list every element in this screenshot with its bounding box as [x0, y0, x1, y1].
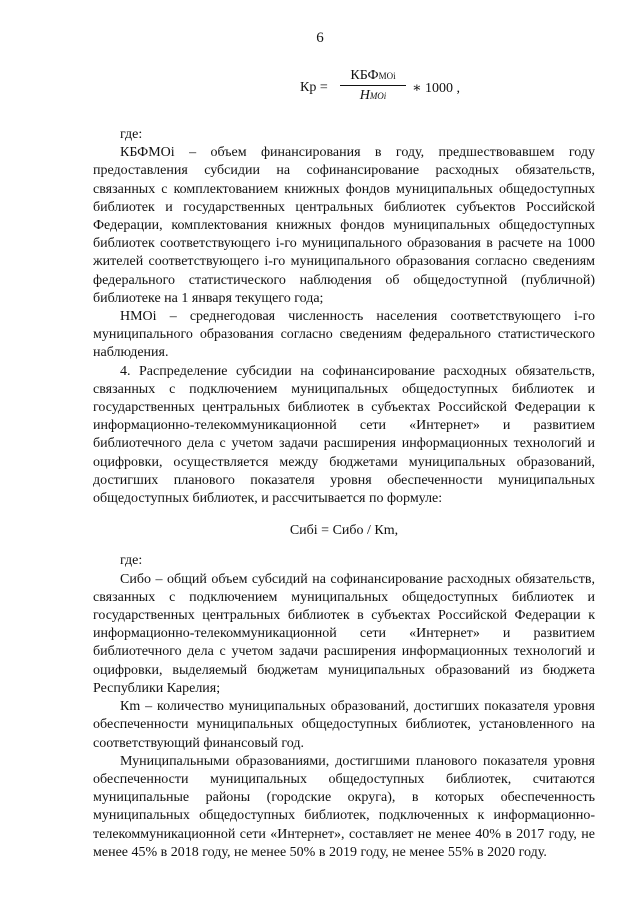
document-body: [93, 126, 595, 862]
definition-sibo: Сибо – общий объем субсидий на софинансирование расходных обязательств, связанных с подключением муниципальных общедоступных библиотек и государственных центральных библиотек в субъектах Российской Федерации к информационно-телекоммуникационной сети «Интернет» и развитием библиотечного дела с учетом задачи расширения информационных технологий и оцифровки, выделяемый бюджетам муниципальных образований из бюджета Республики Карелия;: [93, 571, 595, 696]
achievers-paragraph: Муниципальными образованиями, достигшими планового показателя уровня обеспеченности муниципальных общедоступных библиотек, считаются муниципальные районы (городские округа), в которых обеспеченность муниципальных общедоступных библиотек, подключенных к информационно-телекоммуникационной сети «Интернет», составляет не менее 40% в 2017 году, не менее 45% в 2018 году, не менее 50% в 2019 году, не менее 55% в 2020 году.: [93, 753, 595, 860]
definition-km: Кm – количество муниципальных образований, достигших показателя уровня обеспеченности муниципальных общедоступных библиотек, установленного на соответствующий финансовый год.: [93, 699, 595, 751]
formula-fraction: [340, 68, 406, 104]
section-4-paragraph: 4. Распределение субсидии на софинансирование расходных обязательств, связанных с подключением муниципальных общедоступных библиотек и государственных центральных библиотек в субъектах Российской Федерации к информационно-телекоммуникационной сети «Интернет» и развитием библиотечного дела с учетом задачи расширения информационных технологий и оцифровки, осуществляется между бюджетами муниципальных образований, достигших планового показателя уровня обеспеченности муниципальных общедоступных библиотек, и рассчитывается по формуле:: [93, 363, 595, 507]
page-number: 6: [316, 30, 324, 46]
formula-denominator: НМОi: [359, 88, 387, 103]
formula-sib: Сибi = Сибо / Кm,: [289, 523, 399, 539]
formula-lhs: Кр =: [300, 80, 328, 95]
formula-rhs: ∗ 1000 ,: [412, 81, 461, 96]
definition-nmo: НМОi – среднегодовая численность населения соответствующего i-го муниципального образования согласно сведениям федерального статистического наблюдения.: [93, 309, 595, 361]
where-label-2: где:: [120, 553, 143, 569]
where-label: где:: [120, 127, 143, 142]
definition-kbf: КБФМОi – объем финансирования в году, предшествовавшем году предоставления субсидии на софинансирование расходных обязательств, связанных с комплектованием книжных фондов муниципальных общедоступных библиотек и государственных центральных библиотек субъектов Российской Федерации, комплектования книжных фондов муниципальных общедоступных библиотек соответствующего i-го муниципального образования в расчете на 1000 жителей соответствующего i-го муниципального образования согласно сведениям федерального статистического наблюдения об общедоступной (публичной) библиотеке на 1 января текущего года;: [93, 145, 595, 306]
formula-numerator: КБФМОi: [340, 68, 406, 86]
